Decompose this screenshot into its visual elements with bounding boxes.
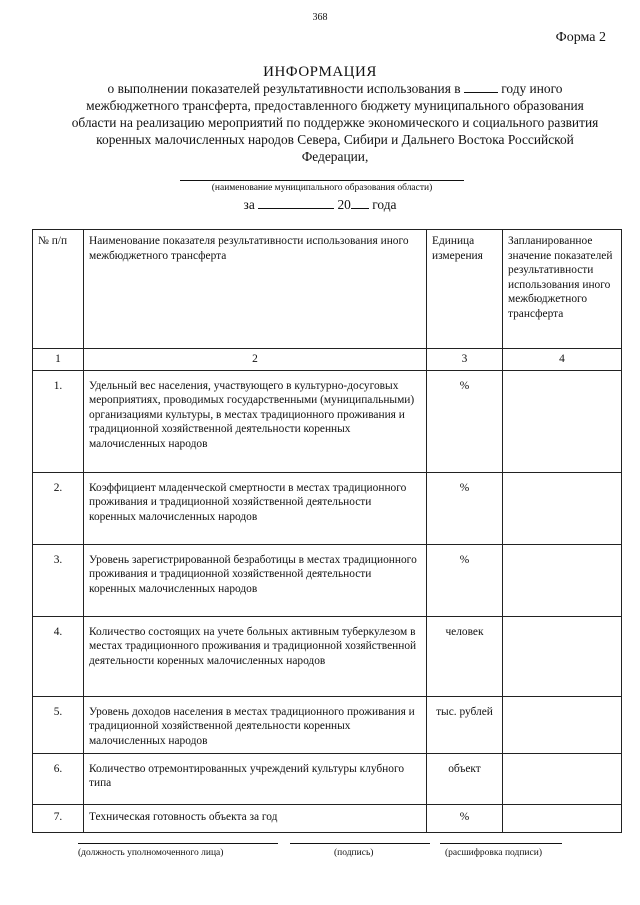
table-row xyxy=(33,696,622,753)
subtitle-part-1: о выполнении показателей результативности использования в xyxy=(107,81,464,96)
row-unit: объект xyxy=(427,753,503,804)
row-num: 1. xyxy=(33,370,84,472)
column-numbers-row xyxy=(33,349,622,371)
row-planned-value[interactable] xyxy=(503,753,622,804)
document-title: ИНФОРМАЦИЯ xyxy=(263,64,377,80)
position-caption: (должность уполномоченного лица) xyxy=(78,848,224,858)
column-number: 2 xyxy=(84,349,427,371)
column-number: 4 xyxy=(503,349,622,371)
municipality-name-line xyxy=(180,180,464,181)
page-number: 368 xyxy=(312,12,328,23)
table-row xyxy=(33,544,622,616)
table-header-row xyxy=(33,230,622,349)
period-year-prefix: 20 xyxy=(334,197,351,212)
row-name: Удельный вес населения, участвующего в культурно-досуговых мероприятиях, проводимых государственными (муниципальными) организациями культуры, в местах традиционного проживания и традиционной хозяйственной деятельности коренных малочисленных народов xyxy=(84,370,427,472)
row-num: 7. xyxy=(33,804,84,832)
municipality-caption: (наименование муниципального образования области) xyxy=(211,183,433,193)
row-name: Техническая готовность объекта за год xyxy=(84,804,427,832)
table-row xyxy=(33,472,622,544)
row-num: 4. xyxy=(33,616,84,696)
row-name: Уровень зарегистрированной безработицы в местах традиционного проживания и традиционной хозяйственной деятельности коренных малочисленных народов xyxy=(84,544,427,616)
row-planned-value[interactable] xyxy=(503,616,622,696)
table-row xyxy=(33,753,622,804)
row-planned-value[interactable] xyxy=(503,370,622,472)
table-row xyxy=(33,804,622,832)
row-unit: % xyxy=(427,472,503,544)
row-name: Количество отремонтированных учреждений культуры клубного типа xyxy=(84,753,427,804)
year-blank xyxy=(464,81,498,93)
header-planned: Запланированное значение показателей результативности использования иного межбюджетного трансферта xyxy=(503,230,622,349)
header-name: Наименование показателя результативности использования иного межбюджетного трансферта xyxy=(84,230,427,349)
row-unit: % xyxy=(427,370,503,472)
signature-caption: (подпись) xyxy=(334,848,374,858)
document-subtitle xyxy=(70,80,600,165)
row-unit: тыс. рублей xyxy=(427,696,503,753)
period-blank xyxy=(258,197,334,209)
period-prefix: за xyxy=(243,197,259,212)
column-number: 1 xyxy=(33,349,84,371)
header-num: № п/п xyxy=(33,230,84,349)
row-name: Коэффициент младенческой смертности в местах традиционного проживания и традиционной хозяйственной деятельности коренных малочисленных народов xyxy=(84,472,427,544)
reporting-period xyxy=(0,197,640,213)
decoding-signature-line xyxy=(440,843,562,844)
row-num: 2. xyxy=(33,472,84,544)
row-planned-value[interactable] xyxy=(503,696,622,753)
row-name: Уровень доходов населения в местах традиционного проживания и традиционной хозяйственной деятельности коренных малочисленных народов xyxy=(84,696,427,753)
column-number: 3 xyxy=(427,349,503,371)
period-suffix: года xyxy=(368,197,397,212)
subtitle-part-2: году иного межбюджетного трансферта, предоставленного бюджету муниципального образования области на реализацию мероприятий по поддержке экономического и социального развития коренных малочисленных народов Севера, Сибири и Дальнего Востока Российской Федерации, xyxy=(71,81,599,164)
row-name: Количество состоящих на учете больных активным туберкулезом в местах традиционного проживания и традиционной хозяйственной деятельности коренных малочисленных народов xyxy=(84,616,427,696)
header-unit: Единица измерения xyxy=(427,230,503,349)
table-row xyxy=(33,616,622,696)
form-label: Форма 2 xyxy=(555,30,606,45)
signature-line xyxy=(290,843,430,844)
row-planned-value[interactable] xyxy=(503,472,622,544)
position-signature-line xyxy=(78,843,278,844)
row-num: 6. xyxy=(33,753,84,804)
row-num: 5. xyxy=(33,696,84,753)
indicators-table xyxy=(32,229,622,833)
row-unit: % xyxy=(427,544,503,616)
decoding-caption: (расшифровка подписи) xyxy=(445,848,542,858)
row-unit: человек xyxy=(427,616,503,696)
table-row xyxy=(33,370,622,472)
row-planned-value[interactable] xyxy=(503,804,622,832)
row-num: 3. xyxy=(33,544,84,616)
row-unit: % xyxy=(427,804,503,832)
row-planned-value[interactable] xyxy=(503,544,622,616)
period-year-blank xyxy=(351,197,369,209)
